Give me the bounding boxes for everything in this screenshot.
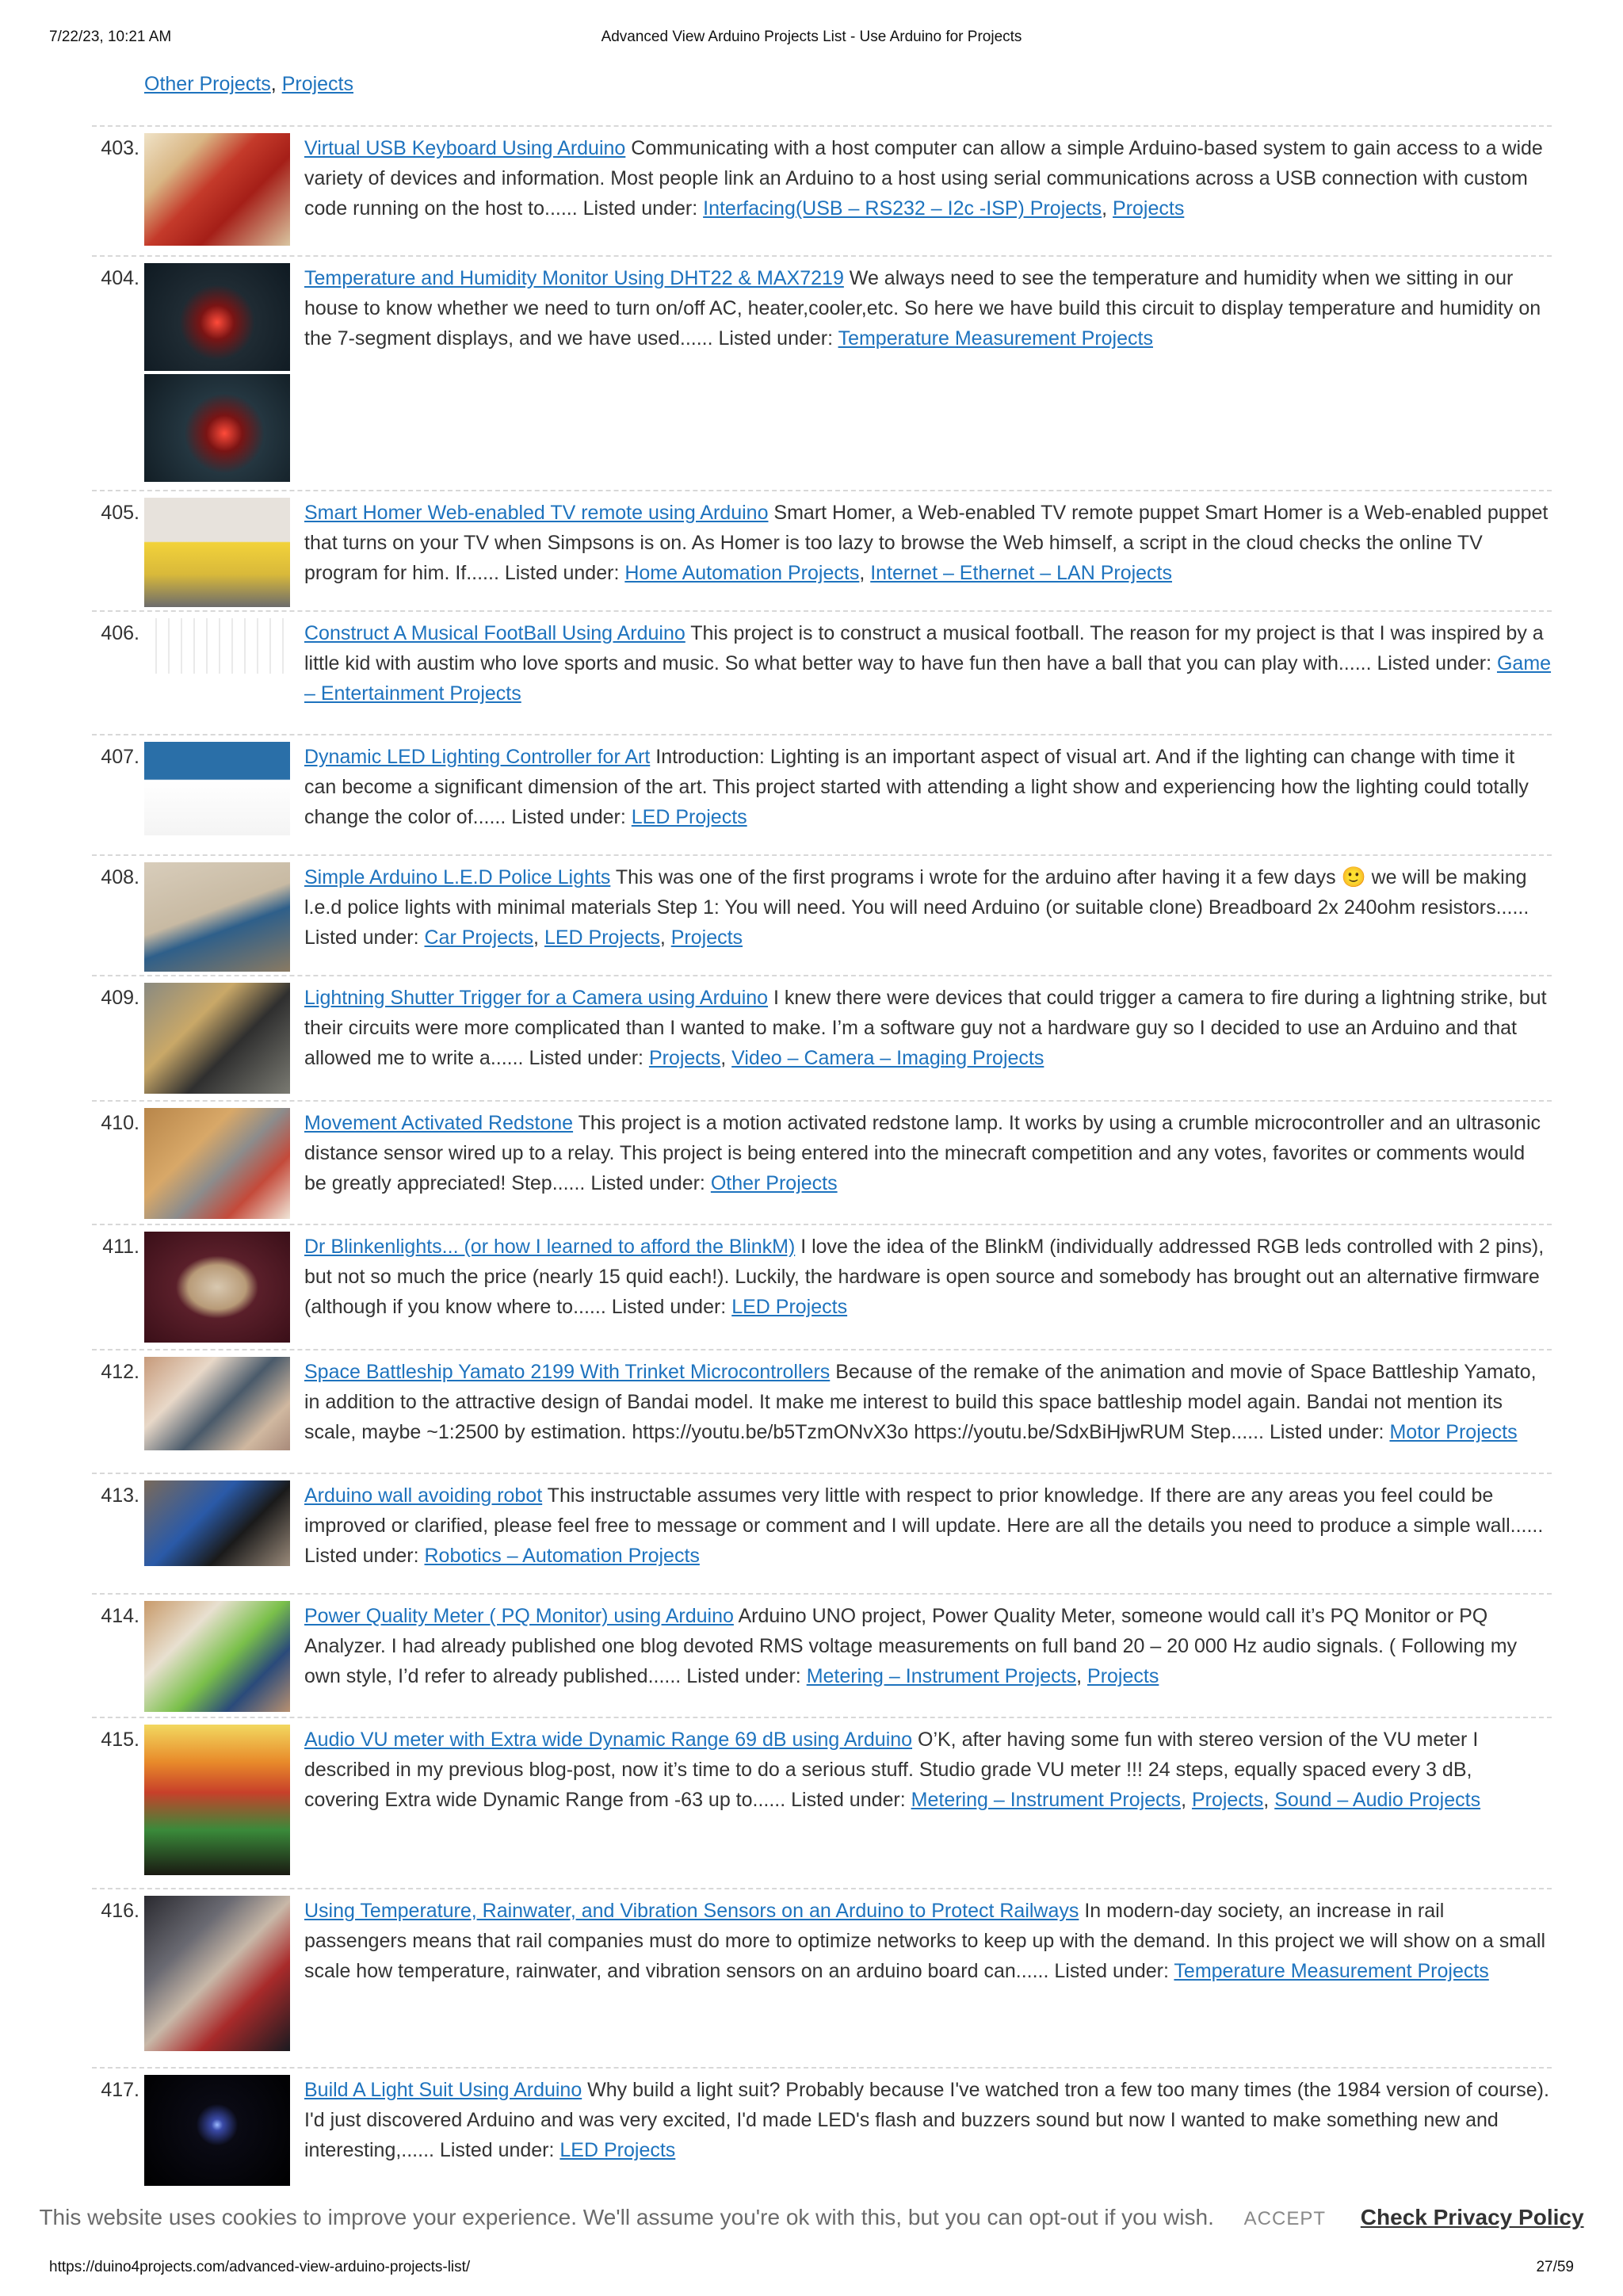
project-entry (92, 1473, 1552, 1593)
category-link[interactable]: Temperature Measurement Projects (838, 327, 1153, 350)
project-description: This was one of the first programs i wrote for the arduino after having it a few days 🙂 we will be making l.e.d police lights with minimal materials Step 1: You will need. You will need Arduino (or suitable clone) Breadboard 2x 240ohm resistors...... Listed under: (304, 866, 1529, 949)
project-thumbnail[interactable] (144, 1896, 290, 2051)
category-link[interactable]: Game – Entertainment Projects (304, 652, 1552, 705)
entry-number: 411. (102, 1236, 139, 1258)
entry-thumbnails (144, 1601, 290, 1712)
previous-entry-categories: Other Projects, Projects (144, 73, 353, 95)
project-entry (92, 255, 1552, 490)
entry-text: Power Quality Meter ( PQ Monitor) using Arduino Arduino UNO project, Power Quality Meter, someone would call it’s PQ Monitor or PQ Analyzer. I had already published one blog devoted RMS voltage measurements on full band 20 – 20 000 Hz audio signals. ( Following my own style, I’d refer to already published...... Listed under: Metering – Instrument Projects, Projects (304, 1605, 1518, 1687)
entry-thumbnails (144, 1896, 290, 2051)
entry-number: 407. (101, 746, 139, 768)
project-entry (92, 610, 1552, 734)
entry-number: 403. (101, 137, 139, 159)
entry-thumbnails (144, 1108, 290, 1219)
entry-number: 415. (101, 1729, 139, 1751)
project-description: This project is a motion activated redstone lamp. It works by using a crumble microcontroller and an ultrasonic distance sensor wired up to a relay. This project is being entered into the minecraft competition and any votes, favorites or comments would be greatly appreciated! Step...... Listed under: (304, 1112, 1541, 1194)
entry-number: 414. (101, 1605, 139, 1627)
project-title-link[interactable]: Dynamic LED Lighting Controller for Art (304, 746, 651, 768)
project-entry (92, 1593, 1552, 1717)
project-title-link[interactable]: Lightning Shutter Trigger for a Camera using Arduino (304, 987, 769, 1009)
entry-text: Audio VU meter with Extra wide Dynamic Range 69 dB using Arduino O’K, after having some fun with stereo version of the VU meter I described in my previous blog-post, now it’s time to do a serious stuff. Studio grade VU meter !!! 24 steps, equally spaced every 3 dB, covering Extra wide Dynamic Range from -63 up to...... Listed under: Metering – Instrument Projects, Projects, Sound – Audio Projects (304, 1729, 1481, 1811)
category-link[interactable]: LED Projects (631, 806, 747, 828)
project-description: O’K, after having some fun with stereo version of the VU meter I described in my previous blog-post, now it’s time to do a serious stuff. Studio grade VU meter !!! 24 steps, equally spaced every 3 dB, covering Extra wide Dynamic Range from -63 up to...... Listed under: (304, 1729, 1479, 1811)
project-thumbnail[interactable] (144, 618, 290, 674)
project-thumbnail[interactable] (144, 374, 290, 482)
entry-number: 406. (101, 622, 139, 644)
entry-thumbnails (144, 498, 290, 607)
project-thumbnail[interactable] (144, 1357, 290, 1450)
category-link[interactable]: Projects (1191, 1789, 1264, 1811)
category-link[interactable]: Metering – Instrument Projects (806, 1665, 1077, 1687)
project-description: I knew there were devices that could trigger a camera to fire during a lightning strike, but their circuits were more complicated than I wanted to make. I’m a software guy not a hardware guy so I decided to use an Arduino and that allowed me to write a...... Listed under: (304, 987, 1547, 1069)
print-header (49, 29, 1574, 52)
entry-text (304, 1357, 1552, 1447)
category-link[interactable]: Car Projects (424, 926, 534, 949)
entry-text (304, 1896, 1552, 1986)
project-title-link[interactable]: Using Temperature, Rainwater, and Vibration Sensors on an Arduino to Protect Railways (304, 1900, 1079, 1922)
project-thumbnail[interactable] (144, 263, 290, 371)
project-title-link[interactable]: Simple Arduino L.E.D Police Lights (304, 866, 611, 888)
cookie-consent-bar (0, 2195, 1623, 2240)
category-link[interactable]: Projects (670, 926, 743, 949)
project-thumbnail[interactable] (144, 498, 290, 607)
project-entry (92, 1888, 1552, 2067)
entry-number: 404. (101, 267, 139, 289)
project-title-link[interactable]: Space Battleship Yamato 2199 With Trinket Microcontrollers (304, 1361, 831, 1383)
project-entry (92, 1717, 1552, 1888)
category-link[interactable]: LED Projects (544, 926, 660, 949)
project-thumbnail[interactable] (144, 1108, 290, 1219)
entry-number: 412. (101, 1361, 139, 1383)
project-entry (92, 1224, 1552, 1349)
entry-text (304, 742, 1552, 832)
projects-list (92, 125, 1552, 2194)
entry-text: Lightning Shutter Trigger for a Camera using Arduino I knew there were devices that could trigger a camera to fire during a lightning strike, but their circuits were more complicated than I wanted to make. I’m a software guy not a hardware guy so I decided to use an Arduino and that allowed me to write a...... Listed under: Projects, Video – Camera – Imaging Projects (304, 987, 1547, 1069)
category-link[interactable]: Other Projects (144, 73, 271, 95)
category-link[interactable]: Projects (1087, 1665, 1159, 1687)
entry-thumbnails (144, 742, 290, 835)
project-thumbnail[interactable] (144, 1601, 290, 1712)
entry-thumbnails (144, 983, 290, 1094)
entry-text (304, 1232, 1552, 1322)
project-entry (92, 2067, 1552, 2194)
entry-text: Smart Homer Web-enabled TV remote using Arduino Smart Homer, a Web-enabled TV remote puppet Smart Homer is a Web-enabled puppet that turns on your TV when Simpsons is on. As Homer is too lazy to browse the Web himself, a script in the cloud checks the online TV program for him. If...... Listed under: Home Automation Projects, Internet – Ethernet – LAN Projects (304, 502, 1549, 584)
category-link[interactable]: Projects (281, 73, 353, 95)
entry-number: 410. (101, 1112, 139, 1134)
project-entry (92, 125, 1552, 255)
entry-thumbnails (144, 1232, 290, 1343)
project-description: This project is to construct a musical football. The reason for my project is that I was inspired by a little kid with austim who love sports and music. So what better way to have fun then have a ball that you can play with...... Listed under: (304, 622, 1544, 674)
category-link[interactable]: Metering – Instrument Projects (911, 1789, 1182, 1811)
category-link[interactable]: LED Projects (559, 2139, 676, 2161)
project-description: In modern-day society, an increase in rail passengers means that rail companies must do more to optimize networks to keep up with the demand. In this project we will show on a small scale how temperature, rainwater, and vibration sensors on an arduino board can...... Listed under: (304, 1900, 1546, 1982)
entry-thumbnails (144, 1480, 290, 1566)
entry-text: Simple Arduino L.E.D Police Lights This was one of the first programs i wrote for the arduino after having it a few days 🙂 we will be making l.e.d police lights with minimal materials Step 1: You will need. You will need Arduino (or suitable clone) Breadboard 2x 240ohm resistors...... Listed under: Car Projects, LED Projects, Projects (304, 866, 1529, 949)
project-thumbnail[interactable] (144, 1725, 290, 1875)
entry-text (304, 1108, 1552, 1198)
page-number: 27/59 (1536, 2259, 1574, 2275)
entry-text (304, 2075, 1552, 2165)
print-date: 7/22/23, 10:21 AM (49, 29, 172, 45)
category-link[interactable]: Projects (1113, 197, 1185, 220)
category-link[interactable]: Interfacing(USB – RS232 – I2c -ISP) Projects (703, 197, 1102, 220)
category-link[interactable]: Sound – Audio Projects (1274, 1789, 1481, 1811)
accept-button[interactable]: ACCEPT (1243, 2208, 1327, 2229)
project-title-link[interactable]: Power Quality Meter ( PQ Monitor) using Arduino (304, 1605, 734, 1627)
project-description: Smart Homer, a Web-enabled TV remote puppet Smart Homer is a Web-enabled puppet that turns on your TV when Simpsons is on. As Homer is too lazy to browse the Web himself, a script in the cloud checks the online TV program for him. If...... Listed under: (304, 502, 1549, 584)
project-title-link[interactable]: Virtual USB Keyboard Using Arduino (304, 137, 626, 159)
project-title-link[interactable]: Audio VU meter with Extra wide Dynamic Range 69 dB using Arduino (304, 1729, 913, 1751)
project-thumbnail[interactable] (144, 2075, 290, 2186)
entry-number: 416. (101, 1900, 139, 1922)
project-title-link[interactable]: Dr Blinkenlights... (or how I learned to afford the BlinkM) (304, 1236, 796, 1258)
entry-text (304, 263, 1552, 353)
project-description: Communicating with a host computer can allow a simple Arduino-based system to gain access to a wide variety of devices and information. Most people link an Arduino to a host using serial communications across a USB connection with custom code running on the host to...... Listed under: (304, 137, 1543, 220)
entry-thumbnails (144, 618, 290, 674)
project-description: Introduction: Lighting is an important aspect of visual art. And if the lighting can change with time it can become a significant dimension of the art. This project started with attending a light show and experiencing how the lighting could totally change the color of...... Listed under: (304, 746, 1529, 828)
cookie-message: This website uses cookies to improve your experience. We'll assume you're ok with this, but you can opt-out if you wish. (39, 2205, 1214, 2229)
entry-thumbnails (144, 263, 290, 482)
project-title-link[interactable]: Movement Activated Redstone (304, 1112, 574, 1134)
project-entry (92, 490, 1552, 610)
project-thumbnail[interactable] (144, 862, 290, 972)
project-entry (92, 854, 1552, 975)
entry-text (304, 618, 1552, 709)
privacy-policy-link[interactable]: Check Privacy Policy (1360, 2205, 1584, 2229)
project-thumbnail[interactable] (144, 1480, 290, 1566)
category-link[interactable]: Temperature Measurement Projects (1174, 1960, 1489, 1982)
category-link[interactable]: Internet – Ethernet – LAN Projects (870, 562, 1172, 584)
category-link[interactable]: Other Projects (710, 1172, 838, 1194)
project-thumbnail[interactable] (144, 983, 290, 1094)
category-link[interactable]: Projects (648, 1047, 721, 1069)
project-thumbnail[interactable] (144, 1232, 290, 1343)
entry-number: 417. (101, 2079, 139, 2101)
project-title-link[interactable]: Construct A Musical FootBall Using Arduino (304, 622, 685, 644)
project-title-link[interactable]: Temperature and Humidity Monitor Using DHT22 & MAX7219 (304, 267, 844, 289)
project-description: We always need to see the temperature and humidity when we sitting in our house to know whether we need to turn on/off AC, heater,cooler,etc. So here we have build this circuit to display temperature and humidity on the 7-segment displays, and we have used...... Listed under: (304, 267, 1541, 350)
project-entry (92, 734, 1552, 854)
entry-number: 405. (101, 502, 139, 524)
category-link[interactable]: Robotics – Automation Projects (424, 1545, 700, 1567)
entry-number: 408. (101, 866, 139, 888)
entry-thumbnails (144, 2075, 290, 2186)
project-title-link[interactable]: Arduino wall avoiding robot (304, 1484, 543, 1507)
category-link[interactable]: Video – Camera – Imaging Projects (731, 1047, 1044, 1069)
page-url: https://duino4projects.com/advanced-view-arduino-projects-list/ (49, 2259, 471, 2275)
project-description: I love the idea of the BlinkM (individually addressed RGB leds controlled with 2 pins), but not so much the price (nearly 15 quid each!). Luckily, the hardware is open source and somebody has brought out an alternative firmware (although if you know where to...... Listed under: (304, 1236, 1545, 1318)
entry-number: 409. (101, 987, 139, 1009)
document-title: Advanced View Arduino Projects List - Use Arduino for Projects (601, 29, 1022, 45)
entry-thumbnails (144, 1357, 290, 1450)
entry-thumbnails (144, 862, 290, 972)
project-entry (92, 1100, 1552, 1224)
category-link[interactable]: Motor Projects (1389, 1421, 1518, 1443)
category-link[interactable]: Home Automation Projects (624, 562, 860, 584)
project-description: Why build a light suit? Probably because I've watched tron a few too many times (the 1984 version of course). I'd just discovered Arduino and was very excited, I'd made LED's flash and buzzers sound but now I wanted to make something new and interesting,...... Listed under: (304, 2079, 1549, 2161)
project-thumbnail[interactable] (144, 133, 290, 246)
entry-text: Virtual USB Keyboard Using Arduino Communicating with a host computer can allow a simple Arduino-based system to gain access to a wide variety of devices and information. Most people link an Arduino to a host using serial communications across a USB connection with custom code running on the host to...... Listed under: Interfacing(USB – RS232 – I2c -ISP) Projects, Projects (304, 137, 1543, 220)
entry-thumbnails (144, 133, 290, 246)
category-link[interactable]: LED Projects (731, 1296, 848, 1318)
project-title-link[interactable]: Build A Light Suit Using Arduino (304, 2079, 582, 2101)
project-entry (92, 1349, 1552, 1473)
project-description: Because of the remake of the animation and movie of Space Battleship Yamato, in addition to the attractive design of Bandai model. It make me interest to build this space battleship model again. Bandai not mention its scale, maybe ~1:2500 by estimation. https://youtu.be/b5TzmONvX3o https://youtu.be/SdxBiHjwRUM Step...... Listed under: (304, 1361, 1537, 1443)
entry-number: 413. (101, 1484, 139, 1507)
project-description: This instructable assumes very little with respect to prior knowledge. If there are any areas you feel could be improved or clarified, please feel free to message or comment and I will update. Here are all the details you need to produce a simple wall...... Listed under: (304, 1484, 1544, 1567)
entry-thumbnails (144, 1725, 290, 1875)
entry-text (304, 1480, 1552, 1571)
project-description: Arduino UNO project, Power Quality Meter, someone would call it’s PQ Monitor or PQ Analyzer. I had already published one blog devoted RMS voltage measurements on full band 20 – 20 000 Hz audio signals. ( Following my own style, I’d refer to already published...... Listed under: (304, 1605, 1518, 1687)
project-entry (92, 975, 1552, 1100)
project-title-link[interactable]: Smart Homer Web-enabled TV remote using Arduino (304, 502, 769, 524)
project-thumbnail[interactable] (144, 742, 290, 835)
